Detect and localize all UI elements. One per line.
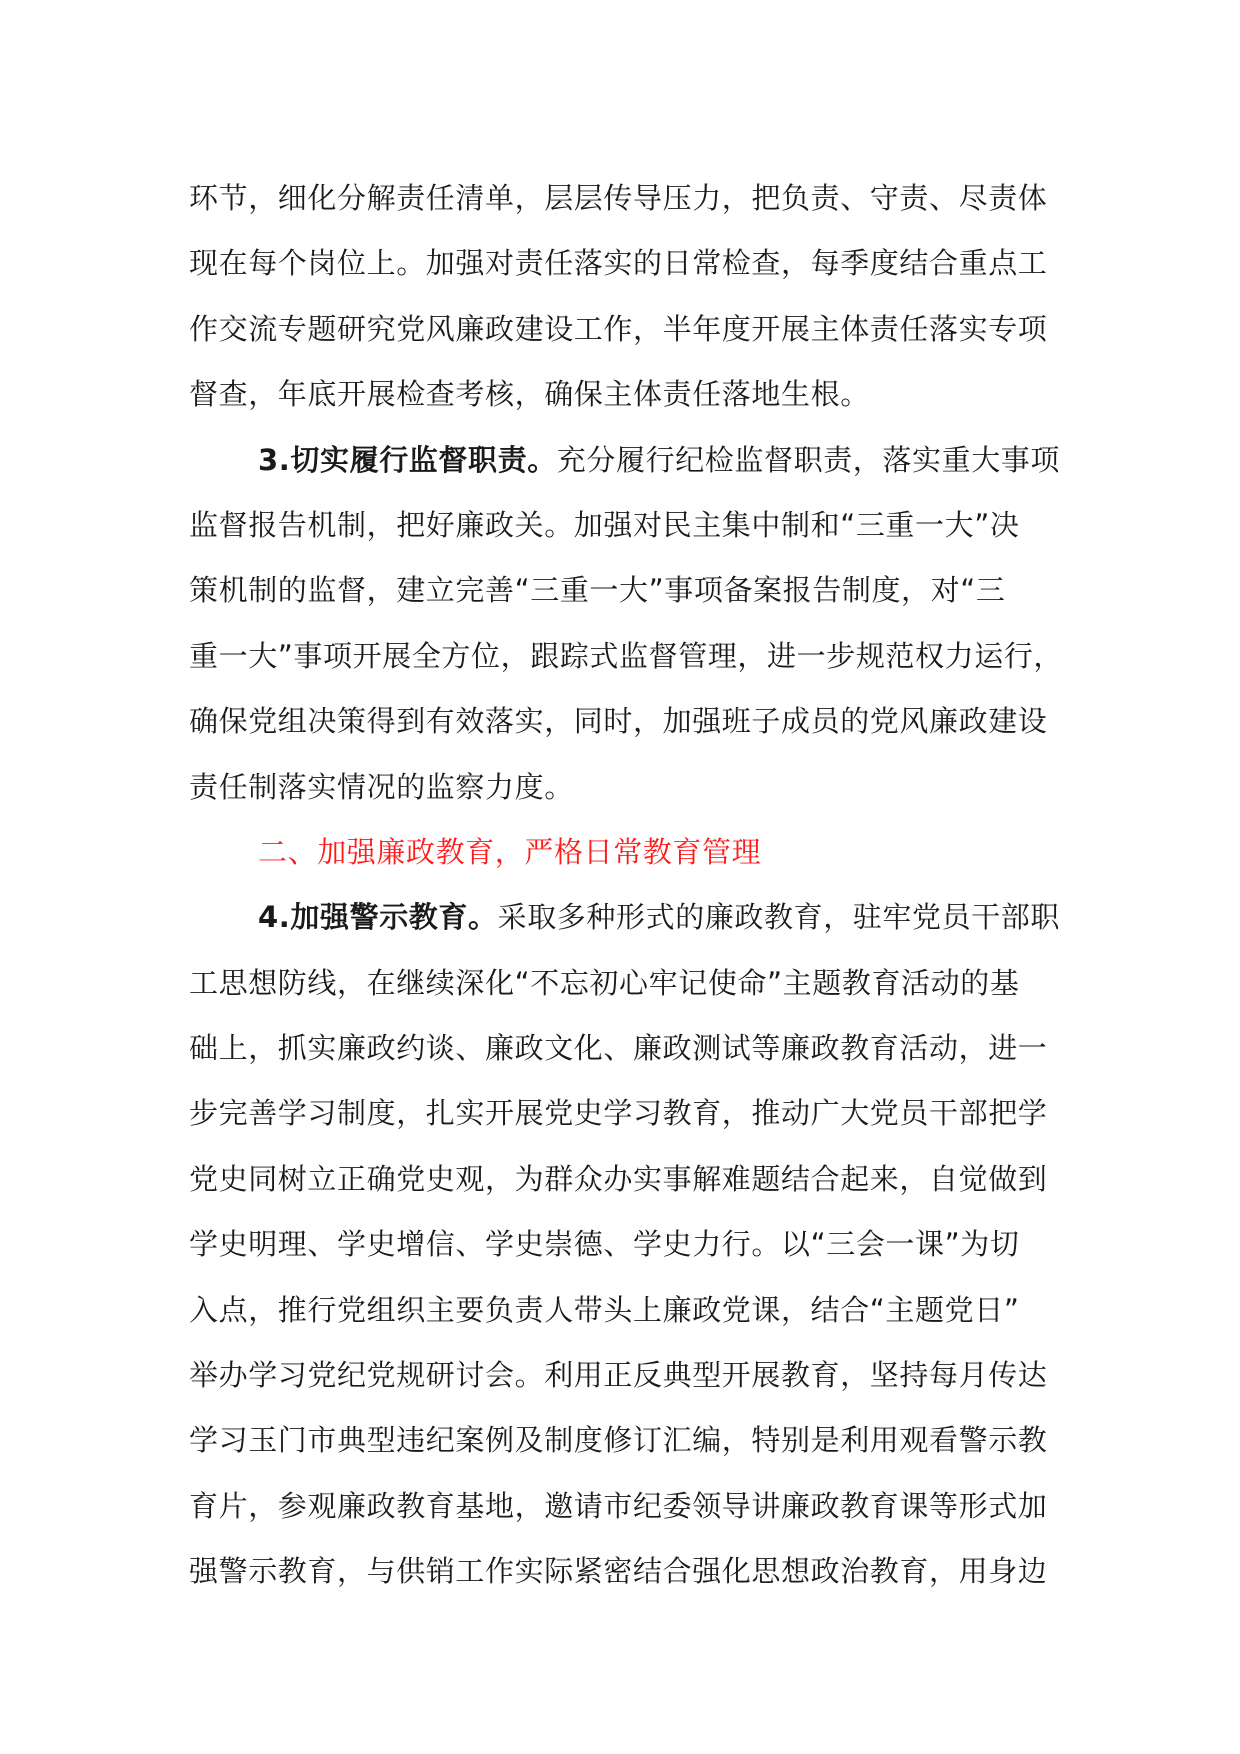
paragraph-first-line bbox=[189, 885, 1069, 950]
document-body bbox=[189, 166, 1069, 1605]
paragraph-line: 学习玉门市典型违纪案例及制度修订汇编，特别是利用观看警示教 bbox=[189, 1423, 1048, 1458]
paragraph-line: 学史明理、学史增信、学史崇德、学史力行。以“三会一课”为切 bbox=[189, 1227, 1020, 1262]
paragraph-line: 础上，抓实廉政约谈、廉政文化、廉政测试等廉政教育活动，进一 bbox=[189, 1031, 1048, 1066]
paragraph-line: 重一大”事项开展全方位，跟踪式监督管理，进一步规范权力运行， bbox=[189, 638, 1064, 673]
item-title: 4.加强警示教育。 bbox=[258, 900, 498, 935]
item-text: 充分履行纪检监督职责，落实重大事项 bbox=[556, 442, 1060, 477]
paragraph-line: 工思想防线，在继续深化“不忘初心牢记使命”主题教育活动的基 bbox=[189, 965, 1020, 1000]
paragraph-line: 举办学习党纪党规研讨会。利用正反典型开展教育，坚持每月传达 bbox=[189, 1358, 1048, 1393]
paragraph-line: 强警示教育，与供销工作实际紧密结合强化思想政治教育，用身边 bbox=[189, 1554, 1048, 1589]
paragraph-line: 环节，细化分解责任清单，层层传导压力，把负责、守责、尽责体 bbox=[189, 181, 1048, 215]
paragraph-line: 现在每个岗位上。加强对责任落实的日常检查，每季度结合重点工 bbox=[189, 246, 1048, 281]
paragraph-line: 党史同树立正确党史观，为群众办实事解难题结合起来，自觉做到 bbox=[189, 1161, 1048, 1196]
paragraph-line: 步完善学习制度，扎实开展党史学习教育，推动广大党员干部把学 bbox=[189, 1096, 1048, 1131]
paragraph-line: 作交流专题研究党风廉政建设工作，半年度开展主体责任落实专项 bbox=[189, 311, 1048, 346]
item-title: 3.切实履行监督职责。 bbox=[258, 442, 557, 477]
paragraph-line: 责任制落实情况的监察力度。 bbox=[189, 769, 574, 804]
paragraph-line: 督查，年底开展检查考核，确保主体责任落地生根。 bbox=[189, 377, 870, 412]
item-text: 采取多种形式的廉政教育，驻牢党员干部职 bbox=[497, 900, 1061, 935]
section-heading: 二、加强廉政教育，严格日常教育管理 bbox=[258, 834, 762, 869]
paragraph-line: 监督报告机制，把好廉政关。加强对民主集中制和“三重一大”决 bbox=[189, 507, 1020, 542]
paragraph-line: 入点，推行党组织主要负责人带头上廉政党课，结合“主题党日” bbox=[189, 1292, 1020, 1327]
paragraph-line: 确保党组决策得到有效落实，同时，加强班子成员的党风廉政建设 bbox=[189, 704, 1048, 739]
paragraph-line: 策机制的监督，建立完善“三重一大”事项备案报告制度，对“三 bbox=[189, 573, 1006, 608]
paragraph-line: 育片，参观廉政教育基地，邀请市纪委领导讲廉政教育课等形式加 bbox=[189, 1488, 1048, 1523]
paragraph-first-line bbox=[189, 428, 1069, 493]
